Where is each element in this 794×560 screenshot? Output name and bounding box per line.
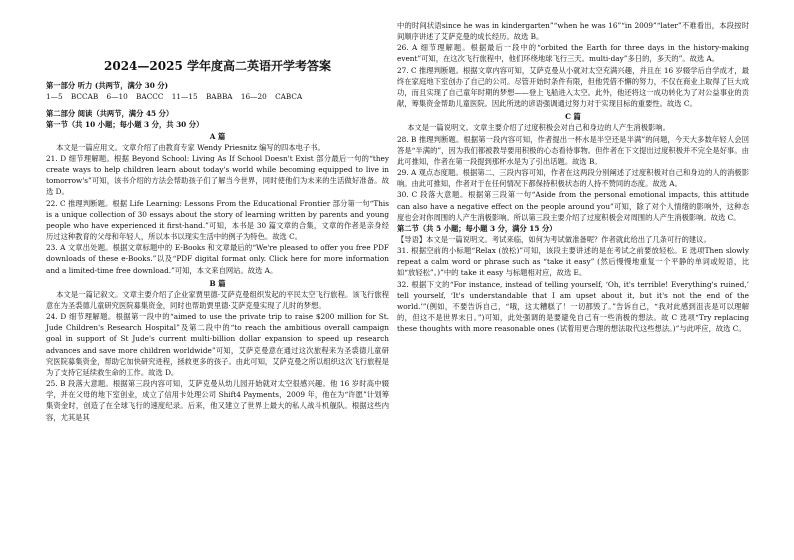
page-title: 2024—2025 学年度高二英语开学考答案	[104, 59, 331, 73]
part1-heading: 第一部分 听力 (共两节，满分 30 分)	[46, 81, 169, 90]
answer-q27: 27. C 推理判断题。根据文章内容可知，艾萨克曼从小就对太空充满兴趣，并且在 16 岁辍学后自学成才，最终在家庭地下室创办了自己的公司。尽管开始时条件有限，但他凭借不懈的努力，不仅在商业上取得了巨大成功，而且实现了自己童年时期的梦想——登上飞船进入太空。此外，他还将这一成功转化为了对公益事业的贡献，筹集资金帮助儿童医院。因此所选的谚语强调通过努力对于实现目标的重要性。故选 C。	[397, 65, 749, 109]
passage-a-intro: 本文是一篇应用文。文章介绍了由教育专家 Wendy Priesnitz 编写的四本电子书。	[56, 142, 325, 152]
part2-heading: 第二部分 阅读（共两节，满分 45 分）	[46, 109, 174, 119]
answer-q28: 28. B 推理判断题。根据第一段内容可知，作者提出一杯水是半空还是半满”的问题，今天大多数年轻人会回答是“半满的”，因为我们都被教导要用积极的心态看待事物。但作者在下文提出过度积极并不完全是好事。由此可推知，作者在第一段提到那杯水是为了引出话题。故选 B。	[397, 134, 749, 166]
section1-heading: 第一节（共 10 小题；每小题 3 分，共 30 分）	[46, 120, 204, 130]
passage-c-intro: 本文是一篇说明文。文章主要介绍了过度积极会对自己和身边的人产生消极影响。	[407, 123, 670, 133]
answer-q24: 24. D 细节理解题。根据第一段中的“aimed to use the private trip to raise $200 million for St. Jude Children's Research Hospital”及第二段中的“to reach the ambitious overall campaign goal in support of St Jude's current multi-billion dollar expansion to speed up research advances and save more children worldwide”可知，艾萨克曼意在通过这次旅程来为圣裘德儿童研究医院募集资金，帮助它加快研究进程，拯救更多的孩子。由此可知，艾萨克曼之所以组织这次飞行旅程是为了支持它延续救生命的工作。故选 D。	[46, 312, 389, 377]
answer-q29: 29. A 观点态度题。根据第二、三段内容可知，作者在这两段分别阐述了过度积极对自己和身边的人的消极影响。由此可推知，作者对于在任何情况下都保持积极状态的人持不赞同的态度。故选 A。	[397, 168, 749, 189]
passage-c-label: C 篇	[565, 112, 581, 122]
right-column	[397, 20, 749, 334]
answer-q31: 31. 根据空前的小标题“Relax (放松)”可知，该段主要讲述的是在考试之前要放轻松。E 选项Then slowly repeat a calm word or phrase such as “take it easy” (然后慢慢地重复一个平静的单词或短语，比如“放轻松”。)”中的 take it easy 与标题相对应，故选 E。	[397, 246, 749, 278]
answer-q30: 30. C 段落大意题。根据第三段第一句“Aside from the personal emotional impacts, this attitude can also have a negative effect on the people around you”可知，除了对个人情绪的影响外，这种态度也会对你周围的人产生消极影响。所以第三段主要介绍了过度积极会对周围的人产生消极影响。故选 C。	[397, 190, 749, 222]
answer-q22: 22. C 推理判断题。根据 Life Learning: Lessons From the Educational Frontier 部分第一句“This is a unique collection of 30 essays about the story of learning written by parents and young people who have experienced it first-hand.”可知，本书是 30 篇文章的合集，文章的作者是亲身经历过这种教育的父母和年轻人，所以本书以现实生活中的例子为特色。故选 C。	[46, 198, 389, 242]
answer-q26: 26. A 细节理解题。根据最后一段中的“orbited the Earth for three days in the history-making event”可知，在这次飞行旅程中，他们环绕地球飞行三天。multi-day”多日的，多天的”。故选 A。	[397, 43, 749, 64]
passage-guide: 【导语】本文是一篇说明文。考试来临，如何为考试做准备呢？作者就此给出了几条可行的建议。	[397, 234, 711, 244]
left-column	[46, 22, 389, 423]
answer-q32: 32. 根据下文的“For instance, instead of telling yourself, ‘Oh, it's terrible! Everything's ruined,’ tell yourself, ‘It's understandable that I am upset about it, but it's not the end of the world.’”(例如，不要告诉自己，“哦，这太糟糕了！一切都毁了。”告诉自己，“我对此感到沮丧是可以理解的，但这不是世界末日。”)可知，此处强调的是要避免自己有一些消极的想法。故 C 选项“Try replacing these thoughts with more reasonable ones (试着用更合理的想法取代这些想法。)”与此呼应，故选 C。	[397, 279, 749, 334]
answer-q23: 23. A 文章出处题。根据文章标题中的 E-Books 和文章最后的“We're pleased to offer you free PDF downloads of these e-Books.”以及“PDF digital format only. Click here for more information and a limited-time free download.”可知，本文来自网站。故选 A。	[46, 243, 389, 275]
passage-b-intro: 本文是一篇记叙文。文章主要介绍了企业家贾里德·艾萨克曼组织发起的平民太空飞行旅程。该飞行旅程意在为圣裘德儿童研究医院募集资金，同时也帮助贾里德·艾萨克曼实现了儿时的梦想。	[46, 289, 389, 310]
passage-a-label: A 篇	[209, 131, 226, 141]
listening-answers: 1—5 BCCAB 6—10 BACCC 11—15 BABBA 16—20 CABCA	[46, 92, 303, 102]
passage-b-label: B 篇	[209, 278, 226, 288]
section2-heading: 第二节（共 5 小题；每小题 3 分，满分 15 分）	[397, 223, 557, 233]
answer-q21: 21. D 细节理解题。根据 Beyond School: Living As If School Doesn't Exist 部分最后一句的“they create ways to help children learn about today's world while becoming equipped to live in tomorrow's”可知，该书介绍的方法会帮助孩子们了解当今世界，同时使他们为未来的生活做好准备。故选 D。	[46, 153, 389, 197]
answer-q25: 25. B 段落大意题。根据第三段内容可知，艾萨克曼从幼儿园开始就对太空很感兴趣。他 16 岁时高中辍学，并在父母的地下室创业，成立了信用卡处理公司 Shift4 Payments，2009 年，他在为“许愿”计划筹集资金时，创造了在全球飞行的速度纪录。后来，他又建立了世界上最大的私人战斗机舰队。根据这些内容，尤其是其	[46, 379, 389, 422]
answer-q25-continued: 中的时间状语since he was in kindergarten”“when he was 16”“in 2009”“later”不难看出，本段按时间顺序讲述了艾萨克曼的成长经历。故选 B。	[397, 21, 749, 42]
